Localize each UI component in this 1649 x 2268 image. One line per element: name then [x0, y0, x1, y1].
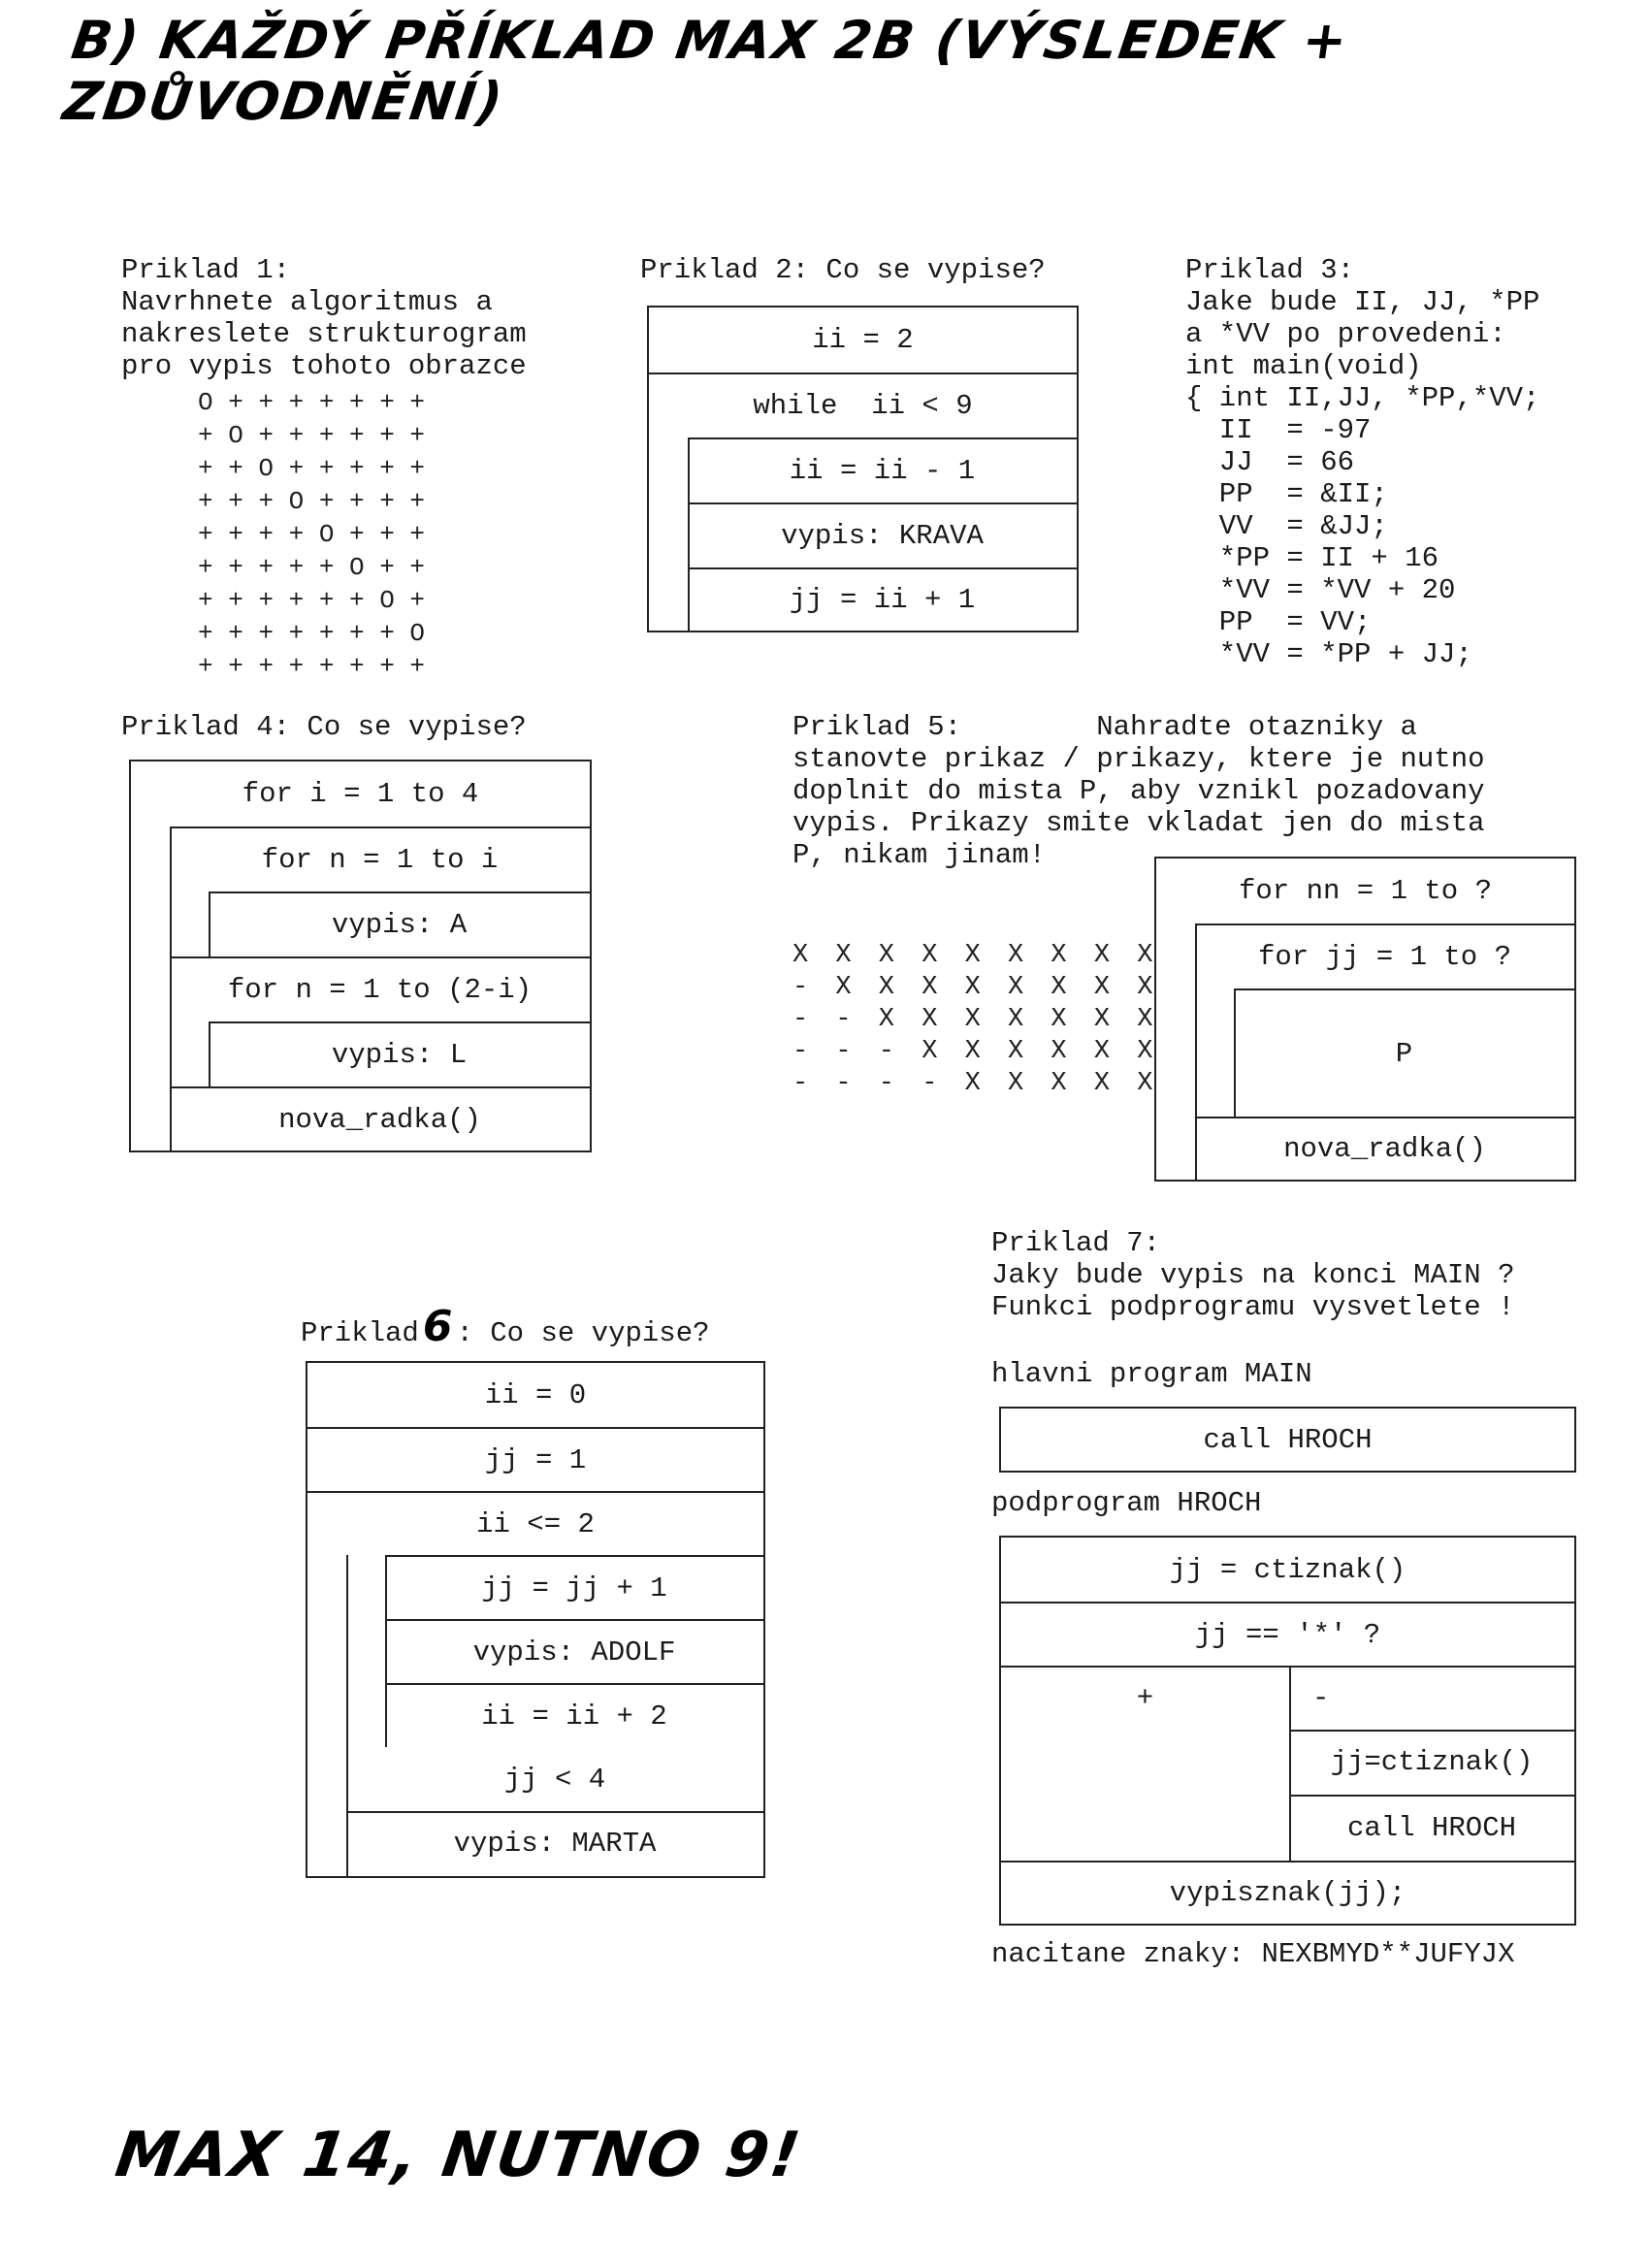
header-handwritten-note: B) KAŽDÝ PŘÍKLAD MAX 2B (VÝSLEDEK + ZDŮVODNĚNÍ)	[59, 10, 1353, 132]
p2-struktogram	[647, 306, 1079, 632]
p5-line: P, nikam jinam!	[792, 839, 1047, 871]
p3-line: Priklad 3:	[1185, 254, 1355, 286]
p5-pattern-row: - - - - X X X X X	[792, 1069, 1159, 1098]
p5-struktogram	[1154, 857, 1576, 1182]
priklad-3	[1185, 254, 1539, 670]
priklad-5	[792, 711, 1485, 871]
p7-line: Funkci podprogramu vysvetlete !	[991, 1291, 1515, 1323]
p3-line: PP = &II;	[1185, 478, 1388, 510]
footer-handwritten-note: MAX 14, NUTNO 9!	[111, 2120, 806, 2191]
p1-pattern-row: + + + O + + + +	[198, 487, 426, 516]
p5-cell: nova_radka()	[1195, 1117, 1574, 1180]
p6-cell: jj = jj + 1	[385, 1555, 763, 1619]
p7-cell: jj=ctiznak()	[1330, 1746, 1534, 1778]
p7-sub-label: podprogram HROCH	[991, 1487, 1262, 1519]
p6-until-cell: jj < 4	[503, 1763, 606, 1796]
p1-line: pro vypis tohoto obrazce	[121, 350, 527, 382]
p5-line: stanovte prikaz / prikazy, ktere je nutno	[792, 743, 1485, 775]
p3-line: { int II,JJ, *PP,*VV;	[1185, 382, 1540, 414]
p6-cell: vypis: ADOLF	[385, 1619, 763, 1683]
p7-condition-cell: jj == '*' ?	[1001, 1602, 1574, 1666]
p6-cell: vypis: MARTA	[453, 1828, 657, 1860]
p6-cell: ii = 0	[484, 1378, 587, 1411]
p5-cell: for nn = 1 to ?	[1238, 875, 1493, 907]
p7-line: Priklad 7:	[991, 1227, 1161, 1259]
p1-line: Navrhnete algoritmus a	[121, 286, 493, 318]
p2-while-cell: while ii < 9	[649, 373, 1077, 437]
priklad-1	[121, 254, 527, 382]
priklad-7	[991, 1227, 1515, 1323]
p7-input-line: nacitane znaky: NEXBMYD**JUFYJX	[991, 1938, 1515, 1970]
p1-pattern-row: + + + + + + O +	[198, 586, 426, 615]
p1-pattern-row: O + + + + + + +	[198, 388, 426, 417]
p6-title-suffix: : Co se vypise?	[456, 1317, 710, 1349]
p4-cell: for i = 1 to 4	[242, 778, 479, 810]
p1-pattern-row: + + + + O + + +	[198, 520, 426, 549]
p4-cell: for n = 1 to (2-i)	[170, 956, 590, 1021]
p4-struktogram	[129, 760, 592, 1152]
p2-cell: ii = 2	[812, 324, 914, 356]
p7-branch-minus: -	[1312, 1681, 1330, 1714]
p7-line: Jaky bude vypis na konci MAIN ?	[991, 1259, 1515, 1291]
p1-line: nakreslete strukturogram	[121, 318, 527, 350]
p6-title-number: 6	[422, 1302, 453, 1351]
p3-line: *VV = *PP + JJ;	[1185, 638, 1472, 670]
p4-title: Priklad 4: Co se vypise?	[121, 711, 527, 743]
p7-branch-plus: +	[1136, 1681, 1154, 1714]
p5-pattern-row: - - - X X X X X X	[792, 1037, 1159, 1066]
p5-pattern-row: X X X X X X X X X	[792, 941, 1159, 970]
p1-pattern-row: + + + + + + + +	[198, 652, 426, 681]
p3-line: *VV = *VV + 20	[1185, 574, 1456, 606]
p4-cell: for n = 1 to i	[170, 826, 590, 891]
p1-pattern-row: + O + + + + + +	[198, 421, 426, 450]
p7-sub-struktogram	[999, 1536, 1576, 1926]
p3-line: *PP = II + 16	[1185, 542, 1439, 574]
p6-cell: jj = 1	[307, 1427, 763, 1491]
p4-cell: vypis: L	[209, 1021, 590, 1086]
p7-main-struktogram	[999, 1407, 1576, 1473]
p7-cell: vypisznak(jj);	[1001, 1861, 1574, 1924]
p5-pattern-row: - X X X X X X X X	[792, 973, 1159, 1002]
p6-struktogram	[306, 1361, 765, 1878]
p6-while-cell: ii <= 2	[307, 1491, 763, 1555]
p1-pattern-row: + + + + + + + O	[198, 619, 426, 648]
p3-line: II = -97	[1185, 414, 1372, 446]
p3-line: int main(void)	[1185, 350, 1422, 382]
p3-line: a *VV po provedeni:	[1185, 318, 1506, 350]
p5-pattern-row: - - X X X X X X X	[792, 1005, 1159, 1034]
p5-line: doplnit do mista P, aby vznikl pozadovany	[792, 775, 1485, 807]
p6-title-prefix: Priklad	[301, 1317, 419, 1349]
p2-cell: ii = ii - 1	[688, 437, 1077, 502]
p5-line: vypis. Prikazy smite vkladat jen do mista	[792, 807, 1485, 839]
p3-line: PP = VV;	[1185, 606, 1372, 638]
p4-cell: vypis: A	[209, 891, 590, 956]
p6-cell: ii = ii + 2	[385, 1683, 763, 1747]
p6-title	[301, 1302, 710, 1351]
p4-cell: nova_radka()	[170, 1086, 590, 1150]
p7-cell: call HROCH	[1346, 1811, 1517, 1844]
p2-cell: jj = ii + 1	[688, 567, 1077, 631]
p7-main-label: hlavni program MAIN	[991, 1358, 1312, 1390]
p3-line: VV = &JJ;	[1185, 510, 1388, 542]
p2-cell: vypis: KRAVA	[688, 502, 1077, 567]
p7-cell: jj = ctiznak()	[1169, 1553, 1406, 1586]
p1-line: Priklad 1:	[121, 254, 291, 286]
p5-cell: for jj = 1 to ?	[1195, 923, 1574, 988]
p2-title: Priklad 2: Co se vypise?	[640, 254, 1046, 286]
p5-line: Priklad 5: Nahradte otazniky a	[792, 711, 1417, 743]
p5-placeholder-p: P	[1234, 988, 1574, 1117]
p1-pattern-row: + + O + + + + +	[198, 454, 426, 483]
p3-line: Jake bude II, JJ, *PP	[1185, 286, 1540, 318]
p3-line: JJ = 66	[1185, 446, 1355, 478]
p1-pattern-row: + + + + + O + +	[198, 553, 426, 582]
p7-main-cell: call HROCH	[1203, 1423, 1373, 1456]
